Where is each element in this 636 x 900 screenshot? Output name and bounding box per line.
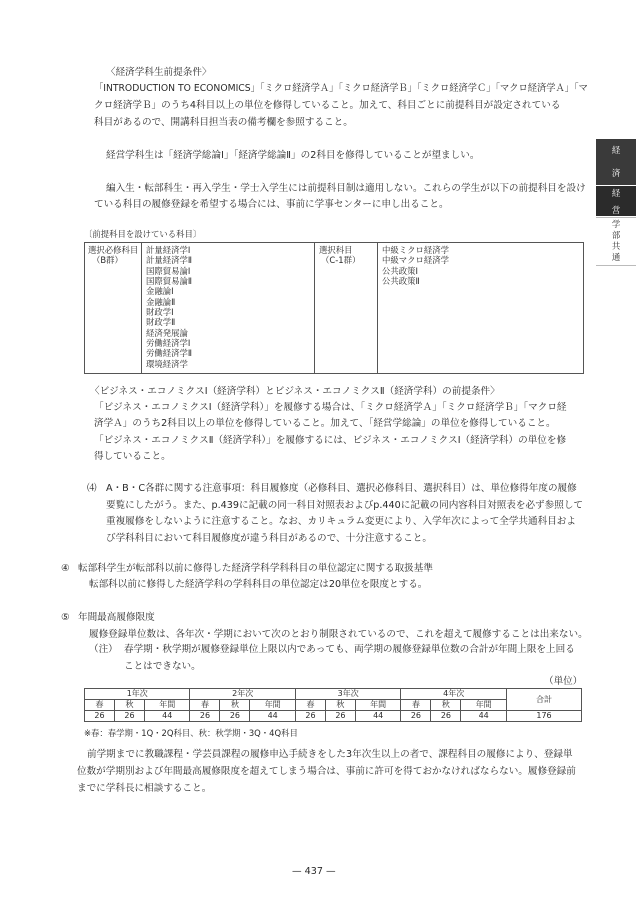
section5-body: 履修登録単位数は、各年次・学期において次のとおり制限されているので、これを超えて履修することは出来ない。 xyxy=(89,629,588,640)
be-prereq-header: 〈ビジネス・エコノミクスⅠ（経済学科）とビジネス・エコノミクスⅡ（経済学科）の前提条件〉 xyxy=(90,386,500,397)
credit-value: 26 xyxy=(295,711,325,722)
credit-value: 26 xyxy=(114,711,144,722)
econ-prereq-line: 「INTRODUCTION TO ECONOMICS」「ミクロ経済学Ａ」「ミクロ経済学Ｂ」「ミクロ経済学Ｃ」「マクロ経済学Ａ」「マ xyxy=(94,83,588,94)
prereq-subject: 財政学Ⅱ xyxy=(146,317,176,327)
prereq-subject: 国際貿易論Ⅱ xyxy=(146,276,192,286)
section-marker: ⑤ xyxy=(61,612,70,623)
item-marker: ⑷ xyxy=(87,483,97,494)
side-tab-char: 済 xyxy=(611,168,621,178)
section5-title: 年間最高履修限度 xyxy=(78,612,155,623)
side-tab-char: 経 xyxy=(611,145,621,155)
credit-value: 44 xyxy=(144,711,190,722)
term-header: 年間 xyxy=(355,700,401,711)
credit-value: 26 xyxy=(190,711,220,722)
term-header: 年間 xyxy=(250,700,296,711)
section4-body: 転部科以前に修得した経済学科の学科科目の単位認定は20単位を限度とする。 xyxy=(89,579,428,590)
prereq-subject: 経済発展論 xyxy=(146,328,188,338)
note-line: 春学期・秋学期が履修登録単位上限以内であっても、両学期の履修登録単位数の合計が年間上限を上回る xyxy=(124,644,575,655)
credit-value: 26 xyxy=(401,711,431,722)
prereq-subject: 中級マクロ経済学 xyxy=(382,255,449,265)
side-tab-economics xyxy=(596,139,636,185)
term-header: 秋 xyxy=(114,700,144,711)
final-paragraph-line: 位数が学期別および年間最高履修限度を超えてしまう場合は、事前に許可を得ておかなければならない。履修登録前 xyxy=(77,766,576,777)
year-header: 3年次 xyxy=(295,689,400,700)
term-header: 秋 xyxy=(325,700,355,711)
unit-label: （単位） xyxy=(544,676,583,687)
be-prereq-line: 「ビジネス・エコノミクスⅠ（経済学科）」を履修する場合は、「ミクロ経済学Ａ」「ミクロ経済学Ｂ」「マクロ経 xyxy=(94,402,567,413)
credit-value: 26 xyxy=(220,711,250,722)
prereq-left-label: 選択必修科目 xyxy=(88,245,139,255)
prereq-subject: 金融論Ⅰ xyxy=(146,286,174,296)
side-tab-char: 共 xyxy=(611,241,621,251)
term-header: 秋 xyxy=(220,700,250,711)
prereq-table xyxy=(84,242,584,374)
term-header: 春 xyxy=(295,700,325,711)
term-header: 年間 xyxy=(144,700,190,711)
section4-title: 転部科学生が転部科以前に修得した経済学科学科科目の単位認定に関する取扱基準 xyxy=(78,563,433,574)
item4-line: び学科科目において科目履修度が違う科目があるので、十分注意すること。 xyxy=(106,533,432,544)
prereq-table-caption: 〔前提科目を設けている科目〕 xyxy=(84,229,202,239)
side-tab-char: 経 xyxy=(611,188,621,198)
credit-value: 44 xyxy=(250,711,296,722)
prereq-subject: 環境経済学 xyxy=(146,359,188,369)
transfer-note-line: 編入生・転部科生・再入学生・学士入学生には前提科目制は適用しない。これらの学生が以下の前提科目を設け xyxy=(106,183,586,194)
credit-value: 26 xyxy=(431,711,461,722)
year-header: 1年次 xyxy=(85,689,190,700)
prereq-subject: 労働経済学Ⅱ xyxy=(146,348,192,358)
year-header: 2年次 xyxy=(190,689,295,700)
be-prereq-line: 「ビジネス・エコノミクスⅡ（経済学科）」を履修するには、ビジネス・エコノミクスⅠ（経済学科）の単位を修 xyxy=(94,435,567,446)
prereq-subject: 計量経済学Ⅰ xyxy=(146,245,191,255)
credit-value: 44 xyxy=(461,711,507,722)
final-paragraph-line: までに学科長に相談すること。 xyxy=(77,783,212,794)
page-number: — 437 — xyxy=(292,866,336,877)
management-note: 経営学科生は「経済学総論Ⅰ」「経済学総論Ⅱ」の2科目を修得していることが望ましい。 xyxy=(106,150,480,161)
prereq-subject: 金融論Ⅱ xyxy=(146,297,176,307)
prereq-right-label: （C-1群） xyxy=(321,255,361,265)
credit-value: 44 xyxy=(355,711,401,722)
econ-prereq-line: 科目があるので、開講科目担当表の備考欄を参照すること。 xyxy=(94,117,353,128)
term-note: ※春：春学期・1Q・2Q科目、秋：秋学期・3Q・4Q科目 xyxy=(84,728,298,738)
prereq-subject: 財政学Ⅰ xyxy=(146,307,174,317)
credit-value: 26 xyxy=(325,711,355,722)
total-header: 合計 xyxy=(507,689,582,711)
term-header: 春 xyxy=(190,700,220,711)
year-header: 4年次 xyxy=(401,689,507,700)
side-tab-char: 部 xyxy=(611,230,621,240)
transfer-note-line: ている科目の履修登録を希望する場合には、事前に学事センターに申し出ること。 xyxy=(94,199,449,210)
side-tab-char: 営 xyxy=(611,205,621,215)
prereq-subject: 計量経済学Ⅱ xyxy=(146,255,192,265)
credit-limit-table xyxy=(84,688,582,722)
term-header: 年間 xyxy=(461,700,507,711)
side-tab-common xyxy=(596,217,636,266)
prereq-subject: 労働経済学Ⅰ xyxy=(146,338,191,348)
prereq-subject: 中級ミクロ経済学 xyxy=(382,245,449,255)
be-prereq-line: 済学Ａ」のうち2科目以上の単位を修得していること。加えて、「経営学総論」の単位を修得していること。 xyxy=(94,418,556,429)
prereq-subject: 公共政策Ⅱ xyxy=(382,276,420,286)
prereq-right-label: 選択科目 xyxy=(319,245,353,255)
term-header: 春 xyxy=(401,700,431,711)
final-paragraph-line: 前学期までに教職課程・学芸員課程の履修申込手続きをした3年次生以上の者で、課程科目の履修により、登録単 xyxy=(87,749,573,760)
prereq-left-label: （B群） xyxy=(92,255,123,265)
be-prereq-line: 得していること。 xyxy=(94,451,171,462)
note-label: （注） xyxy=(89,644,118,655)
credit-total: 176 xyxy=(507,711,582,722)
econ-prereq-header: 〈経済学科生前提条件〉 xyxy=(106,67,212,78)
prereq-subject: 公共政策Ⅰ xyxy=(382,266,418,276)
item4-line: A・B・C各群に関する注意事項：科目履修度（必修科目、選択必修科目、選択科目）は、単位修得年度の履修 xyxy=(106,483,577,494)
section-marker: ④ xyxy=(61,563,70,574)
side-tab-char: 通 xyxy=(611,252,621,262)
item4-line: 要覧にしたがう。また、p.439に記載の同一科目対照表およびp.440に記載の同内容科目対照表を必ず参照して xyxy=(106,500,584,511)
item4-line: 重複履修をしないように注意すること。なお、カリキュラム変更により、入学年次によって全学共通科目およ xyxy=(106,516,576,527)
note-line: ことはできない。 xyxy=(124,661,201,672)
econ-prereq-line: クロ経済学Ｂ」のうち4科目以上の単位を修得していること。加えて、科目ごとに前提科目が設定されている xyxy=(94,100,561,111)
side-tab-management xyxy=(596,186,636,216)
side-tab-char: 学 xyxy=(611,219,621,229)
credit-value: 26 xyxy=(85,711,115,722)
term-header: 春 xyxy=(85,700,115,711)
prereq-subject: 国際貿易論Ⅰ xyxy=(146,266,191,276)
term-header: 秋 xyxy=(431,700,461,711)
